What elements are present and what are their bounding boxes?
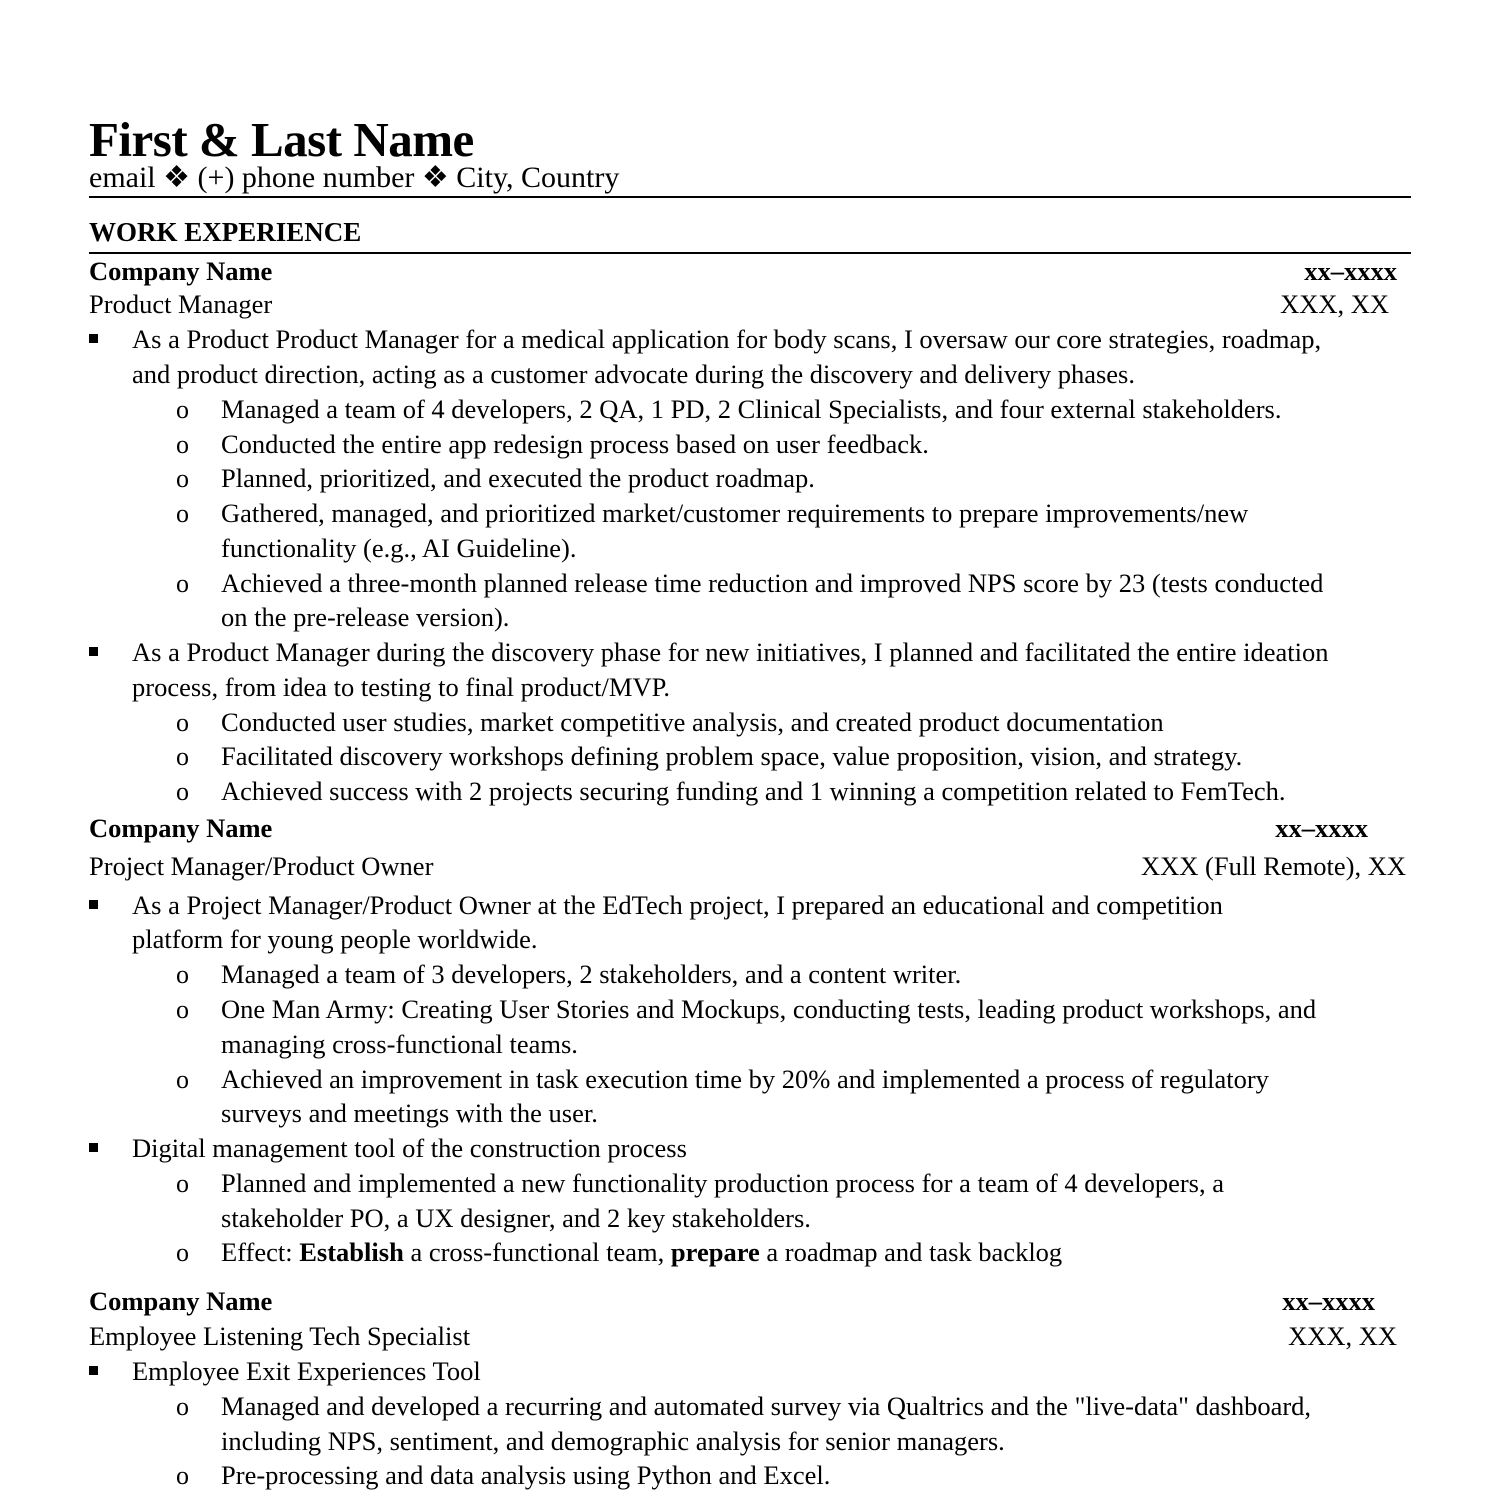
sub-bullet-line: Managed a team of 3 developers, 2 stakeholders, and a content writer. (221, 959, 962, 989)
company-name: Company Name (89, 813, 273, 843)
header-divider (89, 196, 1411, 198)
sub-bullet-line: Conducted the entire app redesign process based on user feedback. (221, 429, 929, 459)
bullet-line: platform for young people worldwide. (132, 924, 538, 954)
circle-bullet-icon: o (176, 569, 189, 598)
sub-bullet-line: Planned and implemented a new functionality production process for a team of 4 developers, a (221, 1168, 1225, 1198)
job-dates: xx–xxxx (1304, 256, 1397, 286)
job-location: XXX, XX (1280, 289, 1389, 319)
sub-bullet-line: Planned, prioritized, and executed the product roadmap. (221, 463, 815, 493)
bullet-line: As a Project Manager/Product Owner at the EdTech project, I prepared an educational and competition (132, 890, 1223, 920)
bullet-line: and product direction, acting as a customer advocate during the discovery and delivery phases. (132, 359, 1135, 389)
circle-bullet-icon: o (176, 777, 189, 806)
candidate-name: First & Last Name (89, 112, 474, 167)
effect-emphasis: prepare (670, 1237, 760, 1267)
circle-bullet-icon: o (176, 708, 189, 737)
square-bullet-icon (89, 334, 98, 343)
job-dates: xx–xxxx (1282, 1286, 1375, 1316)
sub-bullet-line: functionality (e.g., AI Guideline). (221, 533, 577, 563)
effect-line (221, 1235, 1062, 1270)
sub-bullet-line: Achieved a three-month planned release time reduction and improved NPS score by 23 (tests conducted (221, 568, 1324, 598)
bullet-line: Employee Exit Experiences Tool (132, 1356, 481, 1386)
sub-bullet-line: Achieved an improvement in task execution time by 20% and implemented a process of regulatory (221, 1064, 1269, 1094)
square-bullet-icon (89, 1143, 98, 1152)
sub-bullet-line: Achieved success with 2 projects securing funding and 1 winning a competition related to FemTech. (221, 776, 1286, 806)
circle-bullet-icon: o (176, 995, 189, 1024)
circle-bullet-icon: o (176, 960, 189, 989)
circle-bullet-icon: o (176, 1392, 189, 1421)
section-divider (89, 252, 1411, 254)
circle-bullet-icon: o (176, 742, 189, 771)
effect-text: a roadmap and task backlog (759, 1237, 1063, 1267)
circle-bullet-icon: o (176, 464, 189, 493)
section-title: WORK EXPERIENCE (89, 217, 362, 247)
job-location: XXX, XX (1288, 1321, 1397, 1351)
bullet-line: Digital management tool of the construction process (132, 1133, 687, 1163)
square-bullet-icon (89, 1366, 98, 1375)
job-dates: xx–xxxx (1275, 813, 1368, 843)
effect-emphasis: Establish (299, 1237, 404, 1267)
sub-bullet-line: including NPS, sentiment, and demographic analysis for senior managers. (221, 1426, 1005, 1456)
sub-bullet-line: Managed and developed a recurring and automated survey via Qualtrics and the "live-data" dashboard, (221, 1391, 1312, 1421)
sub-bullet-line: One Man Army: Creating User Stories and Mockups, conducting tests, leading product workshops, and (221, 994, 1317, 1024)
bullet-line: As a Product Manager during the discovery phase for new initiatives, I planned and facilitated the entire ideation (132, 637, 1329, 667)
sub-bullet-line: Facilitated discovery workshops defining problem space, value proposition, vision, and strategy. (221, 741, 1243, 771)
circle-bullet-icon: o (176, 1238, 189, 1267)
effect-text: a cross-functional team, (403, 1237, 671, 1267)
circle-bullet-icon: o (176, 499, 189, 528)
circle-bullet-icon: o (176, 395, 189, 424)
contact-line: email ❖ (+) phone number ❖ City, Country (89, 161, 620, 194)
sub-bullet-line: Pre-processing and data analysis using Python and Excel. (221, 1460, 831, 1490)
square-bullet-icon (89, 647, 98, 656)
sub-bullet-line: on the pre-release version). (221, 602, 510, 632)
circle-bullet-icon: o (176, 1461, 189, 1490)
job-role: Product Manager (89, 289, 273, 319)
circle-bullet-icon: o (176, 1169, 189, 1198)
bullet-line: process, from idea to testing to final product/MVP. (132, 672, 671, 702)
circle-bullet-icon: o (176, 430, 189, 459)
effect-text: Effect: (221, 1237, 300, 1267)
sub-bullet-line: stakeholder PO, a UX designer, and 2 key stakeholders. (221, 1203, 811, 1233)
company-name: Company Name (89, 256, 273, 286)
job-role: Project Manager/Product Owner (89, 851, 434, 881)
job-role: Employee Listening Tech Specialist (89, 1321, 471, 1351)
sub-bullet-line: Gathered, managed, and prioritized market/customer requirements to prepare improvements/new (221, 498, 1249, 528)
bullet-line: As a Product Product Manager for a medical application for body scans, I oversaw our core strategies, roadmap, (132, 324, 1322, 354)
job-location: XXX (Full Remote), XX (1141, 851, 1406, 881)
sub-bullet-line: surveys and meetings with the user. (221, 1098, 598, 1128)
company-name: Company Name (89, 1286, 273, 1316)
sub-bullet-line: managing cross-functional teams. (221, 1029, 578, 1059)
square-bullet-icon (89, 900, 98, 909)
sub-bullet-line: Managed a team of 4 developers, 2 QA, 1 PD, 2 Clinical Specialists, and four external stakeholders. (221, 394, 1282, 424)
circle-bullet-icon: o (176, 1065, 189, 1094)
sub-bullet-line: Conducted user studies, market competitive analysis, and created product documentation (221, 707, 1164, 737)
